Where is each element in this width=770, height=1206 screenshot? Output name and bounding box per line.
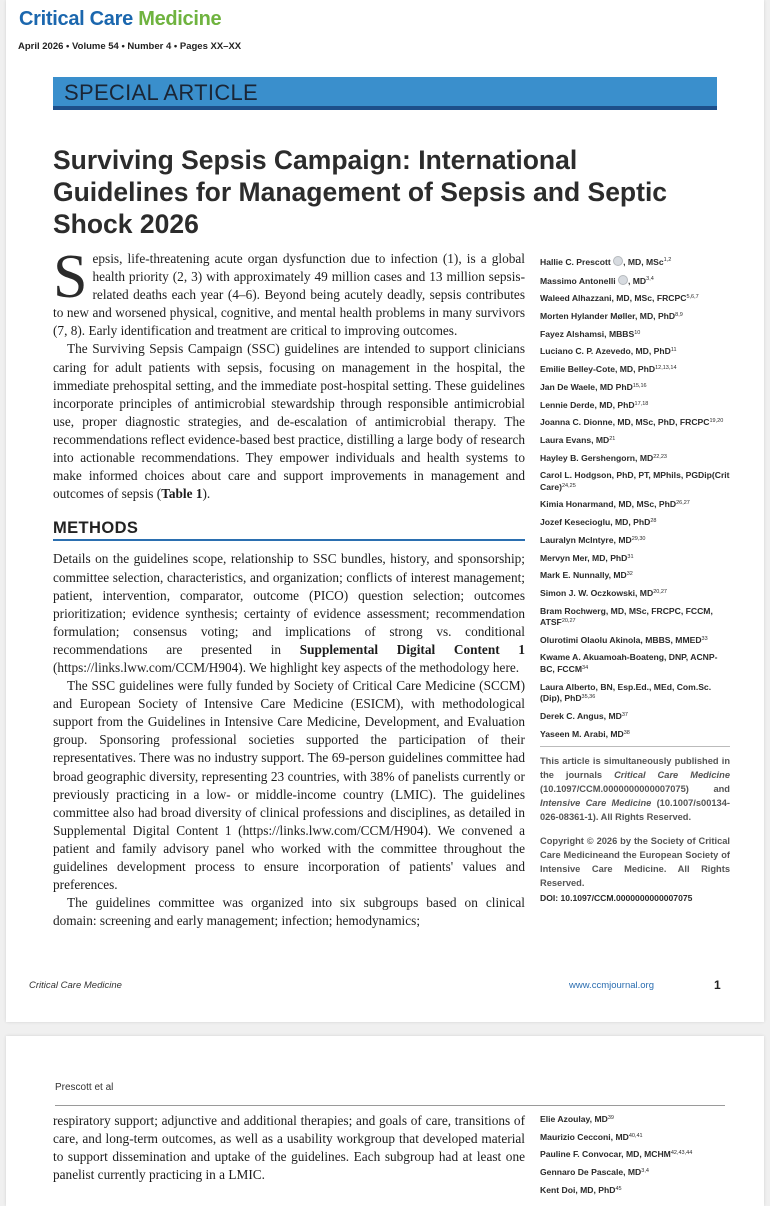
author-name: Bram Rochwerg, MD, MSc, FRCPC, FCCM, ATSF xyxy=(540,605,713,628)
author-entry[interactable] xyxy=(540,1185,730,1197)
author-entry[interactable] xyxy=(540,729,730,741)
main-text-column xyxy=(53,243,525,930)
author-degrees: , MD xyxy=(628,275,647,286)
author-entry[interactable] xyxy=(540,400,730,412)
footer-url[interactable]: www.ccmjournal.org xyxy=(569,980,654,991)
author-entry[interactable] xyxy=(540,635,730,647)
author-name: Kwame A. Akuamoah-Boateng, DNP, ACNP-BC, FCCM xyxy=(540,652,718,674)
author-entry[interactable] xyxy=(540,682,730,705)
section-label: SPECIAL ARTICLE xyxy=(64,80,259,105)
author-name: Mervyn Mer, MD, PhD xyxy=(540,552,628,563)
author-degrees: , MD, MSc xyxy=(623,257,664,267)
author-name: Fayez Alshamsi, MBBS xyxy=(540,328,635,339)
author-entry[interactable] xyxy=(540,435,730,447)
author-entry[interactable] xyxy=(540,499,730,511)
author-name: Laura Alberto, BN, Esp.Ed., MEd, Com.Sc.(Dip), PhD xyxy=(540,681,712,704)
author-name: Emilie Belley-Cote, MD, PhD xyxy=(540,364,656,375)
article-page-1 xyxy=(6,0,764,1022)
article-title: Surviving Sepsis Campaign: International Guidelines for Management of Sepsis and Septic Shock 2026 xyxy=(53,145,668,239)
author-name: Maurizio Cecconi, MD xyxy=(540,1131,629,1142)
author-name: Hayley B. Gershengorn, MD xyxy=(540,452,654,463)
author-entry[interactable] xyxy=(540,346,730,358)
page2-paragraph: respiratory support; adjunctive and additional therapies; and goals of care, transitions of care, and long-term outcomes, as well as a usability workgroup that developed material to support dissemination and uptake of the guidelines. Each subgroup had at least one panelist currently practicing in a LMIC. xyxy=(53,1113,525,1183)
affiliation-superscript: 5,6,7 xyxy=(686,294,699,301)
affiliation-superscript: 17,18 xyxy=(634,400,649,407)
author-name: Kent Doi, MD, PhD xyxy=(540,1184,616,1195)
affiliation-superscript: 8,9 xyxy=(675,312,683,319)
author-entry[interactable] xyxy=(540,256,730,269)
affiliation-superscript: 20,27 xyxy=(561,618,576,625)
author-entry[interactable] xyxy=(540,1114,730,1126)
author-entry[interactable] xyxy=(540,606,730,629)
affiliation-superscript: 42,43,44 xyxy=(670,1150,693,1157)
orcid-icon[interactable] xyxy=(613,256,623,266)
author-entry[interactable] xyxy=(540,588,730,600)
methods-paragraph-2: The SSC guidelines were fully funded by Society of Critical Care Medicine (SCCM) and European Society of Intensive Care Medicine (ESICM), with methodological support from the Guidelines in Intensive Care Medicine, Development, and Evaluation group. Sponsoring professional societies supported the participation of their representatives. There was no industry support. The 69-person guidelines committee had broad geographic diversity, representing 23 countries, with 38% of panelists currently or previously practicing in a low- or middle-income country (LMIC). The guidelines committee also had broad diversity of clinical professions and disciplines, as detailed in Supplemental Digital Content 1 (https://links.lww.com/CCM/H904). We convened a patient and family advisory panel who worked with the committee throughout the guidelines development process to ensure incorporation of patients' values and preferences. xyxy=(53,678,525,893)
affiliation-superscript: 19,20 xyxy=(709,418,724,425)
author-list-continued xyxy=(540,1114,730,1202)
page-number: 1 xyxy=(714,978,721,992)
author-name: Laura Evans, MD xyxy=(540,434,610,445)
author-sidebar xyxy=(540,256,730,903)
section-banner xyxy=(53,77,717,110)
affiliation-superscript: 11 xyxy=(670,347,677,354)
author-entry[interactable] xyxy=(540,517,730,529)
author-entry[interactable] xyxy=(540,553,730,565)
author-name: Yaseen M. Arabi, MD xyxy=(540,728,624,739)
author-name: Lennie Derde, MD, PhD xyxy=(540,399,635,410)
table-1-link[interactable]: Table 1 xyxy=(161,486,203,502)
intro-paragraph-1: Sepsis, life-threatening acute organ dysfunction due to infection (1), is a global health priority (2, 3) with approximately 49 million cases and 13 million sepsis-related deaths each year (4–6). Beyond being acutely deadly, sepsis contributes to new and worsened physical, cognitive, and mental health problems in many survivors (7, 8). Early identification and treatment are critical to improving outcomes. xyxy=(53,243,525,339)
author-name: Massimo Antonelli xyxy=(540,275,616,286)
methods-paragraph-1: Details on the guidelines scope, relationship to SSC bundles, history, and sponsorship; committee selection, characteristics, and organization; conflicts of interest management; patient, intervention, comparator, outcome (PICO) question selection; outcomes prioritization; evidence synthesis; certainty of evidence assessment; recommendation formulation; consensus voting; and implications of strong vs. conditional recommendations are presented in Supplemental Digital Content 1 (https://links.lww.com/CCM/H904). We highlight key aspects of the methodology here. xyxy=(53,551,525,675)
author-name: Olurotimi Olaolu Akinola, MBBS, MMED xyxy=(540,634,702,645)
article-page-2 xyxy=(6,1036,764,1206)
affiliation-superscript: 21 xyxy=(609,435,616,442)
methods-paragraph-3: The guidelines committee was organized into six subgroups based on clinical domain: screening and early management; infection; hemodynamics; xyxy=(53,895,525,929)
affiliation-superscript: 22,23 xyxy=(653,453,667,460)
author-name: Mark E. Nunnally, MD xyxy=(540,570,627,581)
author-entry[interactable] xyxy=(540,652,730,675)
author-entry[interactable] xyxy=(540,275,730,288)
affiliation-superscript: 10 xyxy=(634,329,641,336)
simultaneous-publication-note: This article is simultaneously published in the journals Critical Care Medicine (10.1097/CCM.0000000000007075) and Intensive Care Medicine (10.1007/s00134-026-08361-1). All Rights Reserved. xyxy=(540,756,730,823)
affiliation-superscript: 20,27 xyxy=(653,588,667,595)
author-name: Hallie C. Prescott xyxy=(540,257,611,267)
affiliation-superscript: 15,16 xyxy=(632,382,647,389)
author-list xyxy=(540,256,730,740)
affiliation-superscript: 26,27 xyxy=(676,500,690,507)
author-entry[interactable] xyxy=(540,382,730,394)
author-name: Elie Azoulay, MD xyxy=(540,1114,608,1124)
author-name: Luciano C. P. Azevedo, MD, PhD xyxy=(540,346,671,357)
affiliation-superscript: 28 xyxy=(650,518,657,525)
supplemental-content-link[interactable]: Supplemental Digital Content 1 xyxy=(299,641,525,657)
author-entry[interactable] xyxy=(540,293,730,305)
author-name: Gennaro De Pascale, MD xyxy=(540,1167,642,1178)
author-name: Waleed Alhazzani, MD, MSc, FRCPC xyxy=(540,293,687,304)
author-name: Carol L. Hodgson, PhD, PT, MPhils, PGDip(Crit Care) xyxy=(540,470,730,492)
author-entry[interactable] xyxy=(540,364,730,376)
affiliation-superscript: 3,4 xyxy=(641,1168,649,1175)
running-head: Prescott et al xyxy=(55,1082,114,1093)
author-entry[interactable] xyxy=(540,453,730,465)
doi[interactable]: DOI: 10.1097/CCM.0000000000007075 xyxy=(540,893,693,904)
author-entry[interactable] xyxy=(540,535,730,547)
author-name: Lauralyn McIntyre, MD xyxy=(540,534,632,545)
author-name: Morten Hylander Møller, MD, PhD xyxy=(540,311,676,322)
author-entry[interactable] xyxy=(540,417,730,429)
author-entry[interactable] xyxy=(540,470,730,493)
affiliation-superscript: 31 xyxy=(627,553,634,560)
drop-cap: S xyxy=(53,243,88,311)
affiliation-superscript: 45 xyxy=(615,1185,622,1192)
author-name: Jozef Kesecioglu, MD, PhD xyxy=(540,517,651,528)
copyright-notice: Copyright © 2026 by the Society of Critical Care Medicineand the European Society of Intensive Care Medicine. All Rights Reserved. xyxy=(540,836,730,889)
affiliation-superscript: 37 xyxy=(621,711,628,718)
author-entry[interactable] xyxy=(540,711,730,723)
author-name: Pauline F. Convocar, MD, MCHM xyxy=(540,1149,671,1160)
affiliation-superscript: 12,13,14 xyxy=(655,365,677,372)
author-entry[interactable] xyxy=(540,1167,730,1179)
divider xyxy=(540,746,730,747)
affiliation-superscript: 40,41 xyxy=(628,1132,643,1139)
affiliation-superscript: 32 xyxy=(626,571,633,578)
affiliation-superscript: 38 xyxy=(623,729,630,736)
footer-journal: Critical Care Medicine xyxy=(29,980,122,991)
affiliation-superscript: 39 xyxy=(607,1115,614,1121)
author-name: Derek C. Angus, MD xyxy=(540,710,622,721)
author-name: Simon J. W. Oczkowski, MD xyxy=(540,587,654,598)
author-name: Kimia Honarmand, MD, MSc, PhD xyxy=(540,499,677,510)
affiliation-superscript: 34 xyxy=(582,664,589,671)
affiliation-superscript: 35,36 xyxy=(581,694,596,701)
affiliation-superscript: 33 xyxy=(701,635,708,642)
author-entry[interactable] xyxy=(540,570,730,582)
intro-paragraph-2: The Surviving Sepsis Campaign (SSC) guidelines are intended to support clinicians caring for adult patients with sepsis, focusing on management in the hospital, the immediate prehospital setting, and the immediate post-hospital setting. These guidelines incorporate principles of antimicrobial stewardship through responsible antimicrobial use, proper diagnostic strategies, and de-escalation of antimicrobial therapy. The recommendations reflect evidence-based best practice, distilling a large body of research into actionable recommendations. They empower individuals and health systems to make informed choices about care and support improvements in management and outcomes of sepsis (Table 1). xyxy=(53,341,525,502)
author-entry[interactable] xyxy=(540,311,730,323)
author-entry[interactable] xyxy=(540,1149,730,1161)
affiliation-superscript: 29,30 xyxy=(631,535,646,542)
affiliation-superscript: 3,4 xyxy=(646,275,654,282)
issue-line: April 2026 • Volume 54 • Number 4 • Pages XX–XX xyxy=(18,41,242,52)
author-name: Joanna C. Dionne, MD, MSc, PhD, FRCPC xyxy=(540,417,710,428)
author-entry[interactable] xyxy=(540,329,730,341)
affiliation-superscript: 24,25 xyxy=(561,482,576,489)
methods-heading: METHODS xyxy=(53,519,525,541)
author-name: Jan De Waele, MD PhD xyxy=(540,381,633,392)
affiliation-superscript: 1,2 xyxy=(663,257,672,263)
header-rule xyxy=(55,1105,725,1106)
orcid-icon[interactable] xyxy=(618,275,628,285)
journal-logo[interactable]: Critical Care Medicine xyxy=(19,8,222,30)
author-entry[interactable] xyxy=(540,1132,730,1144)
